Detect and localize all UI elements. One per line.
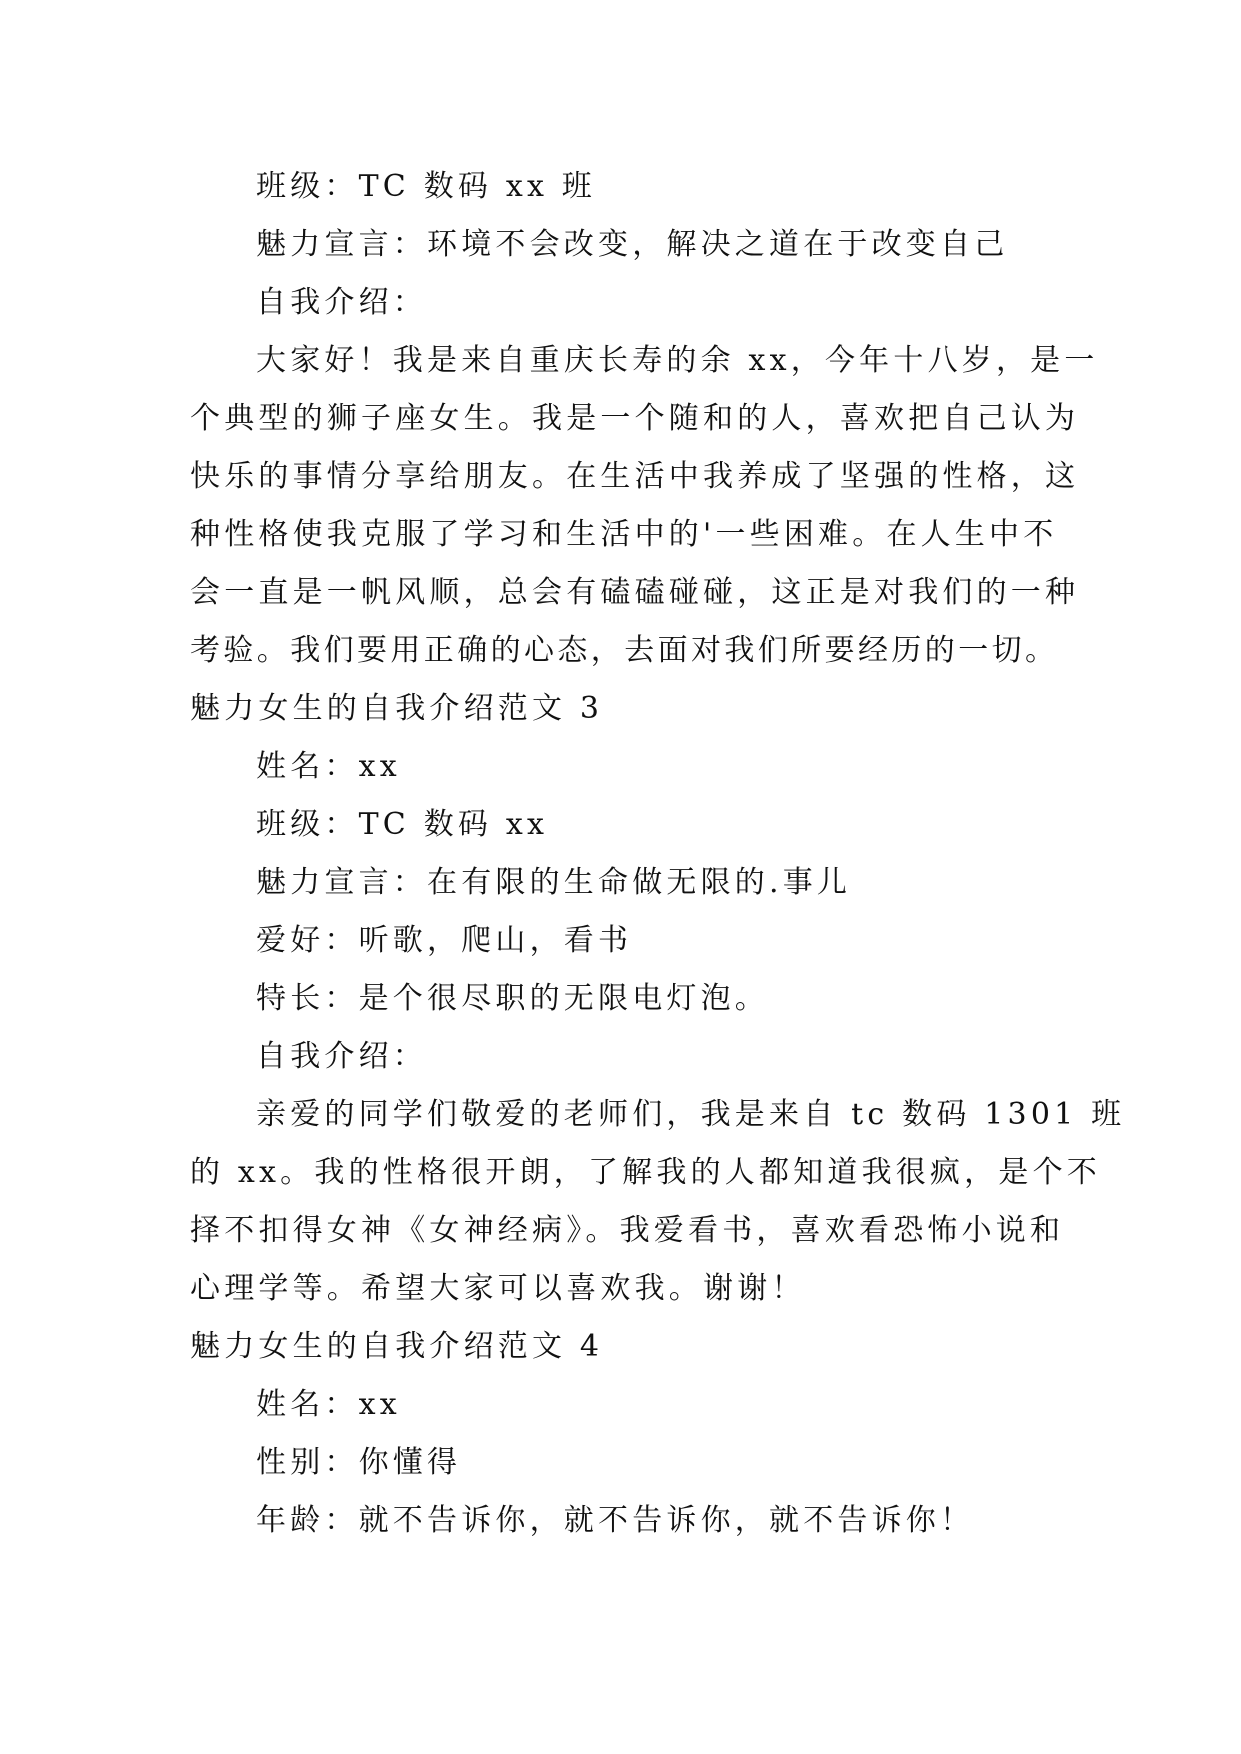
gender-line: 性别：你懂得 <box>256 1445 462 1480</box>
paragraph-line: 大家好！我是来自重庆长寿的余 xx，今年十八岁，是一 <box>256 343 1099 378</box>
paragraph-line: 个典型的狮子座女生。我是一个随和的人，喜欢把自己认为 <box>190 401 1080 436</box>
name-line: 姓名：xx <box>256 1387 401 1422</box>
paragraph-line: 考验。我们要用正确的心态，去面对我们所要经历的一切。 <box>190 633 1059 668</box>
charm-declaration-line: 魅力宣言：在有限的生命做无限的.事儿 <box>256 865 852 900</box>
self-intro-heading: 自我介绍： <box>256 1039 427 1074</box>
paragraph-line: 种性格使我克服了学习和生活中的'一些困难。在人生中不 <box>190 517 1058 552</box>
paragraph-line: 快乐的事情分享给朋友。在生活中我养成了坚强的性格，这 <box>190 459 1080 494</box>
hobby-line: 爱好：听歌，爬山，看书 <box>256 923 633 958</box>
paragraph-line: 会一直是一帆风顺，总会有磕磕碰碰，这正是对我们的一种 <box>190 575 1080 610</box>
class-line: 班级：TC 数码 xx <box>256 807 549 842</box>
paragraph-line: 择不扣得女神《女神经病》。我爱看书，喜欢看恐怖小说和 <box>190 1213 1065 1248</box>
specialty-line: 特长：是个很尽职的无限电灯泡。 <box>256 981 769 1016</box>
paragraph-line: 心理学等。希望大家可以喜欢我。谢谢！ <box>190 1271 806 1306</box>
section-title-3: 魅力女生的自我介绍范文 3 <box>190 691 604 726</box>
name-line: 姓名：xx <box>256 749 401 784</box>
document-body <box>190 158 1126 1550</box>
section-title-4: 魅力女生的自我介绍范文 4 <box>190 1329 604 1364</box>
paragraph-line: 亲爱的同学们敬爱的老师们，我是来自 tc 数码 1301 班 <box>256 1097 1126 1132</box>
charm-declaration-line: 魅力宣言：环境不会改变，解决之道在于改变自己 <box>256 227 1009 262</box>
class-line: 班级：TC 数码 xx 班 <box>256 169 597 204</box>
self-intro-heading: 自我介绍： <box>256 285 427 320</box>
age-line: 年龄：就不告诉你，就不告诉你，就不告诉你！ <box>256 1503 975 1538</box>
paragraph-line: 的 xx。我的性格很开朗，了解我的人都知道我很疯，是个不 <box>190 1155 1101 1190</box>
